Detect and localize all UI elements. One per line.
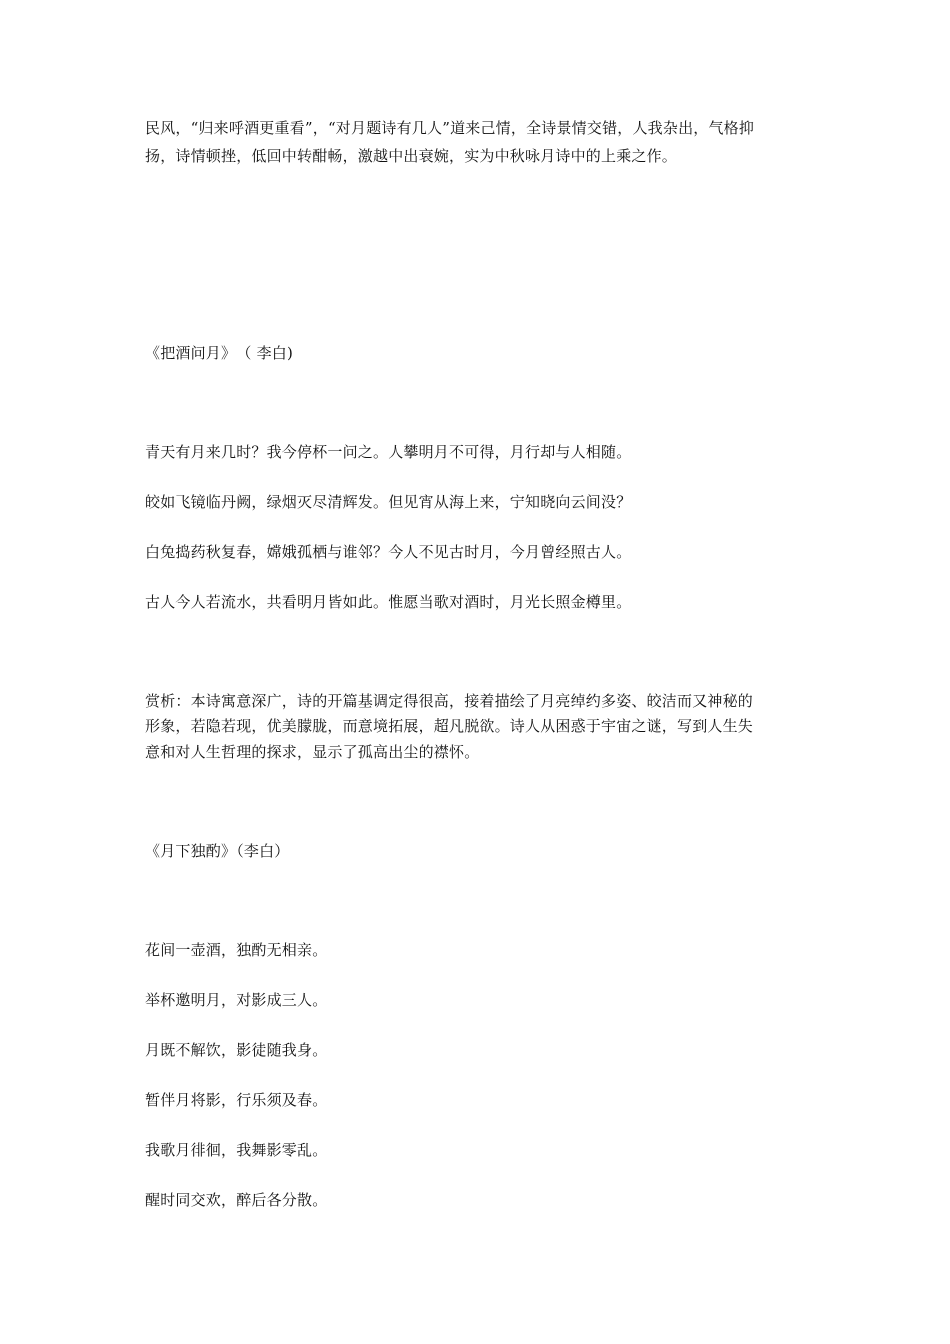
poem1-line-2: 皎如飞镜临丹阙，绿烟灭尽清辉发。但见宵从海上来，宁知晓向云间没？	[145, 493, 632, 511]
poem2-line-1: 花间一壶酒，独酌无相亲。	[145, 941, 328, 959]
poem2-line-2: 举杯邀明月，对影成三人。	[145, 991, 328, 1009]
intro-text-line-1: 民风，“归来呼酒更重看”，“对月题诗有几人”道来己情，全诗景情交错，人我杂出，气格抑	[145, 119, 755, 137]
poem2-line-5: 我歌月徘徊，我舞影零乱。	[145, 1141, 328, 1159]
poem1-line-1: 青天有月来几时？我今停杯一问之。人攀明月不可得，月行却与人相随。	[145, 443, 632, 461]
poem2-title: 《月下独酌》（李白）	[145, 842, 290, 860]
poem1-analysis-line-2: 形象，若隐若现，优美朦胧，而意境拓展，超凡脱欲。诗人从困惑于宇宙之谜，写到人生失	[145, 717, 754, 735]
poem1-line-4: 古人今人若流水，共看明月皆如此。惟愿当歌对酒时，月光长照金樽里。	[145, 593, 632, 611]
poem1-title: 《把酒问月》 （ 李白)	[145, 344, 294, 362]
poem2-line-4: 暂伴月将影，行乐须及春。	[145, 1091, 328, 1109]
poem2-line-3: 月既不解饮，影徒随我身。	[145, 1041, 328, 1059]
intro-text-line-2: 扬，诗情顿挫，低回中转酣畅，激越中出衰婉，实为中秋咏月诗中的上乘之作。	[145, 147, 678, 165]
poem2-line-6: 醒时同交欢，醉后各分散。	[145, 1191, 328, 1209]
poem1-analysis-line-3: 意和对人生哲理的探求，显示了孤高出尘的襟怀。	[145, 743, 480, 761]
poem1-line-3: 白兔捣药秋复春，嫦娥孤栖与谁邻？今人不见古时月，今月曾经照古人。	[145, 543, 632, 561]
poem1-analysis-line-1: 赏析：本诗寓意深广，诗的开篇基调定得很高，接着描绘了月亮绰约多姿、皎洁而又神秘的	[145, 692, 754, 710]
